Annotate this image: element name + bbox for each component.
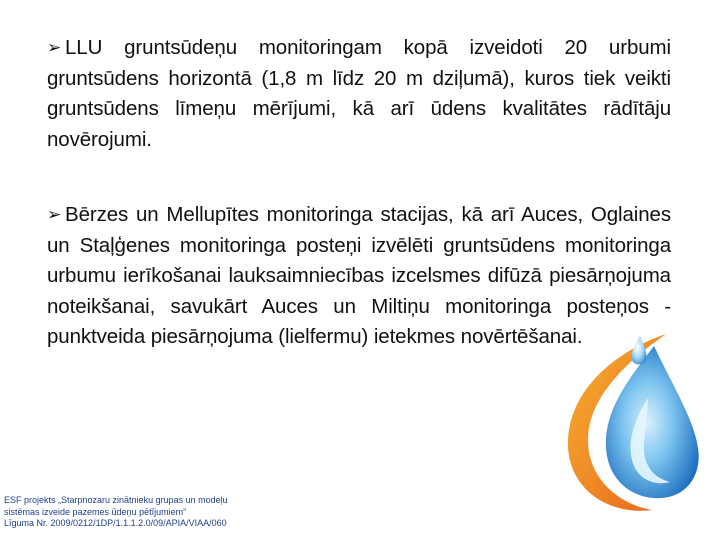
bullet-text: Bērzes un Mellupītes monitoringa stacijas, kā arī Auces, Oglaines un Staļģenes monitoringa posteņi izvēlēti gruntsūdens monitoringa urbumu ierīkošanai lauksaimniecības izcelsmes difūzā piesārņojuma noteikšanai, savukārt Auces un Miltiņu monitoringa posteņos - punktveida piesārņojuma (lielfermu) ietekmes novērtēšanai. bbox=[47, 203, 671, 348]
arrow-bullet-icon: ➢ bbox=[47, 205, 62, 225]
footer-line-3: Līguma Nr. 2009/0212/1DP/1.1.1.2.0/09/APIA/VIAA/060 bbox=[4, 518, 227, 528]
footer-line-2: sistēmas izveide pazemes ūdeņu pētījumiem” bbox=[4, 506, 187, 517]
water-drop-logo-icon bbox=[548, 328, 706, 518]
footer-project-info bbox=[4, 495, 228, 530]
footer-line-1: ESF projekts „Starpnozaru zinātnieku grupas un modeļu bbox=[4, 495, 228, 505]
bullet-item-1 bbox=[47, 33, 671, 155]
bullet-text: LLU gruntsūdeņu monitoringam kopā izveidoti 20 urbumi gruntsūdens horizontā (1,8 m līdz 20 m dziļumā), kuros tiek veikti gruntsūdens līmeņu mērījumi, kā arī ūdens kvalitātes rādītāju novērojumi. bbox=[47, 36, 671, 151]
arrow-bullet-icon: ➢ bbox=[47, 38, 62, 58]
